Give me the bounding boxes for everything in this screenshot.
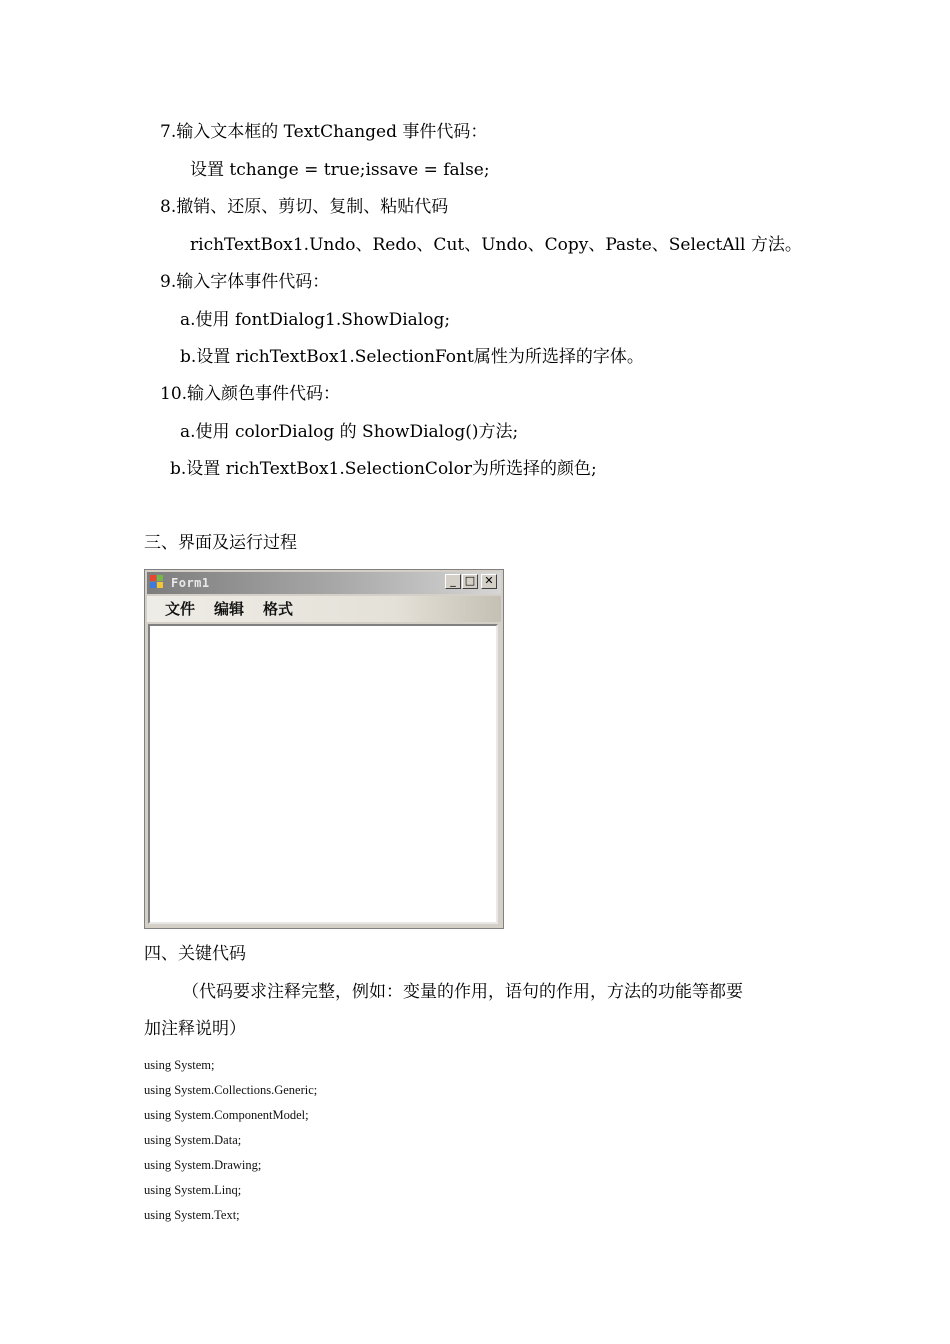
step-8-detail: richTextBox1.Undo、Redo、Cut、Undo、Copy、Paste、SelectAll 方法。 bbox=[190, 235, 802, 255]
code-line: using System.ComponentModel; bbox=[144, 1108, 309, 1122]
step-7-heading: 7.输入文本框的 TextChanged 事件代码： bbox=[160, 122, 488, 142]
code-line: using System; bbox=[144, 1058, 215, 1072]
section-4-note-line-2: 加注释说明） bbox=[144, 1019, 246, 1039]
close-button[interactable]: ✕ bbox=[481, 574, 497, 589]
form1-window-screenshot bbox=[144, 569, 504, 929]
menu-file[interactable]: 文件 bbox=[165, 600, 196, 618]
code-line: using System.Drawing; bbox=[144, 1158, 262, 1172]
window-title: Form1 bbox=[171, 576, 210, 590]
step-9-b: b.设置 richTextBox1.SelectionFont属性为所选择的字体。 bbox=[180, 347, 644, 367]
step-8-heading: 8.撤销、还原、剪切、复制、粘贴代码 bbox=[160, 197, 449, 217]
form-app-icon bbox=[150, 575, 165, 590]
window-menubar bbox=[147, 596, 501, 622]
step-10-a: a.使用 colorDialog 的 ShowDialog()方法; bbox=[180, 422, 519, 442]
section-4-note-line-1: （代码要求注释完整，例如：变量的作用，语句的作用，方法的功能等都要 bbox=[182, 982, 743, 1002]
menu-format[interactable]: 格式 bbox=[263, 600, 294, 618]
code-line: using System.Collections.Generic; bbox=[144, 1083, 318, 1097]
step-9-a: a.使用 fontDialog1.ShowDialog; bbox=[180, 310, 451, 330]
code-line: using System.Data; bbox=[144, 1133, 242, 1147]
step-10-heading: 10.输入颜色事件代码： bbox=[160, 384, 341, 404]
minimize-button[interactable]: _ bbox=[445, 574, 461, 589]
maximize-button[interactable]: □ bbox=[462, 574, 478, 589]
step-9-heading: 9.输入字体事件代码： bbox=[160, 272, 330, 292]
window-titlebar bbox=[147, 572, 501, 594]
step-10-b: b.设置 richTextBox1.SelectionColor为所选择的颜色; bbox=[170, 459, 597, 479]
step-7-detail: 设置 tchange = true;issave = false; bbox=[190, 160, 490, 180]
section-3-heading: 三、界面及运行过程 bbox=[144, 533, 297, 553]
section-4-heading: 四、关键代码 bbox=[144, 944, 246, 964]
code-line: using System.Linq; bbox=[144, 1183, 242, 1197]
rich-text-box[interactable] bbox=[148, 624, 498, 924]
code-line: using System.Text; bbox=[144, 1208, 240, 1222]
menu-edit[interactable]: 编辑 bbox=[214, 600, 245, 618]
